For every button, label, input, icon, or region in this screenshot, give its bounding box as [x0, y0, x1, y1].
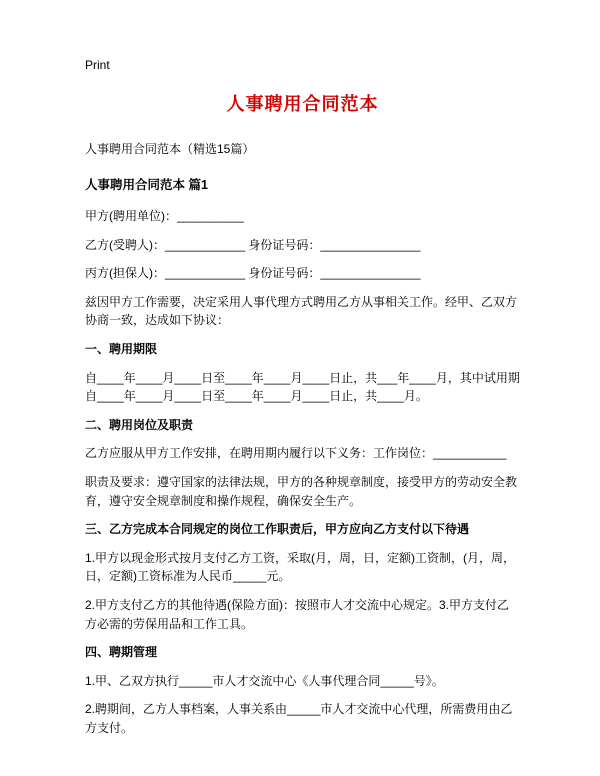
heading-payment: 三、乙方完成本合同规定的岗位工作职责后，甲方应向乙方支付以下待遇	[85, 522, 470, 537]
heading-position: 二、聘用岗位及职责	[85, 417, 194, 432]
section-heading: 人事聘用合同范本 篇1	[85, 178, 208, 192]
heading-management: 四、聘期管理	[85, 645, 158, 660]
paragraph-benefits: 2.甲方支付乙方的其他待遇(保险方面)：按照市人才交流中心规定。3.甲方支付乙方必需的劳保用品和工作工具。	[85, 597, 510, 631]
doc-subtitle: 人事聘用合同范本（精选15篇）	[85, 142, 255, 156]
document-body	[85, 207, 520, 737]
paragraph-intro: 兹因甲方工作需要，决定采用人事代理方式聘用乙方从事相关工作。经甲、乙双方协商一致，达成如下协议：	[85, 294, 518, 328]
paragraph-position: 乙方应服从甲方工作安排，在聘用期内履行以下义务：工作岗位：___________	[85, 446, 507, 461]
paragraph-party-b: 乙方(受聘人)：____________ 身份证号码：_______________	[85, 237, 421, 252]
print-link[interactable]: Print	[85, 58, 110, 72]
paragraph-term: 自____年____月____日至____年____月____日止，共___年____月，其中试用期自____年____月____日至____年____月____日止，共____月。	[85, 370, 520, 404]
paragraph-archive: 2.聘期间，乙方人事档案，人事关系由_____市人才交流中心代理，所需费用由乙方支付。	[85, 702, 513, 735]
paragraph-agency: 1.甲、乙双方执行_____市人才交流中心《人事代理合同_____号》。	[85, 673, 444, 688]
paragraph-party-a: 甲方(聘用单位)：__________	[85, 209, 244, 223]
paragraph-duties: 职责及要求：遵守国家的法律法规，甲方的各种规章制度，接受甲方的劳动安全教育，遵守安全规章制度和操作规程，确保安全生产。	[85, 474, 518, 508]
heading-term: 一、聘用期限	[85, 341, 158, 356]
paragraph-party-c: 丙方(担保人)：____________ 身份证号码：_______________	[85, 266, 421, 281]
page-title: 人事聘用合同范本	[226, 94, 379, 114]
paragraph-wage: 1.甲方以现金形式按月支付乙方工资，采取(月，周，日，定额)工资制，(月，周，日，定额)工资标准为人民币_____元。	[85, 550, 515, 584]
